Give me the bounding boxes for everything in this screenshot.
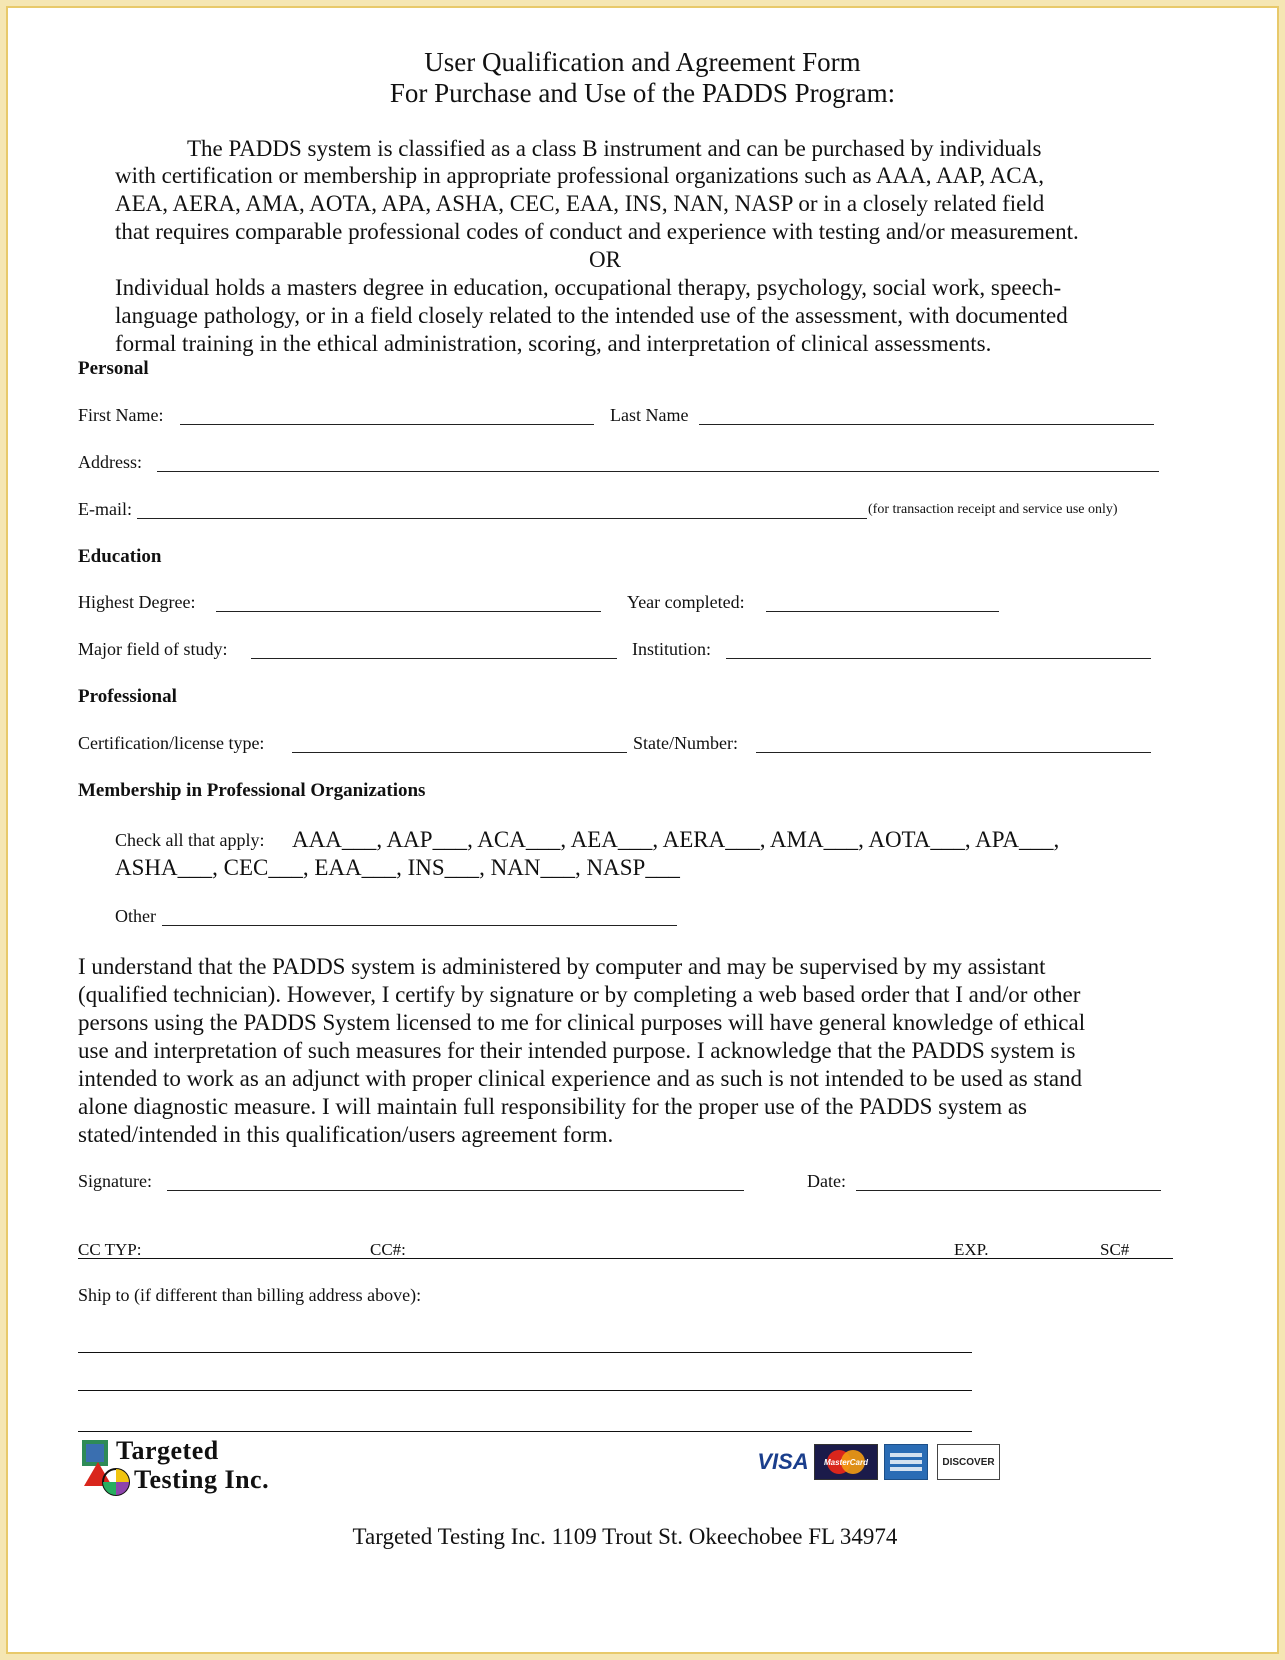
ship-to-line-2[interactable] [78,1390,972,1391]
intro-line-2: with certification or membership in appropriate professional organizations such as AAA, AAP, ACA, [115,163,1044,188]
state-number-label: State/Number: [633,733,738,753]
institution-field[interactable] [726,658,1151,659]
signature-label: Signature: [78,1171,152,1191]
mastercard-card-icon [814,1444,878,1480]
membership-heading: Membership in Professional Organizations [78,780,426,801]
visa-card-icon: VISA [757,1449,809,1474]
logo-text-line-2: Testing Inc. [134,1465,270,1494]
signature-field[interactable] [167,1190,744,1191]
education-heading: Education [78,546,162,567]
highest-degree-label: Highest Degree: [78,592,196,612]
other-field[interactable] [162,925,677,926]
institution-label: Institution: [632,639,712,659]
agreement-line-2: (qualified technician). However, I certify by signature or by completing a web based order that I and/or other [78,982,1081,1007]
highest-degree-field[interactable] [216,611,601,612]
exp-label: EXP. [954,1240,989,1259]
logo-text-line-1: Targeted [116,1436,219,1465]
intro-line-4: that requires comparable professional codes of conduct and experience with testing and/or measurement. [115,219,1079,244]
membership-checks-row-2[interactable]: ASHA___, CEC___, EAA___, INS___, NAN___, NASP___ [115,855,680,880]
mastercard-label: MasterCard [823,1457,868,1467]
american-express-card-icon [884,1444,928,1480]
intro-or: OR [589,247,621,272]
last-name-label: Last Name [610,405,689,425]
major-field-field[interactable] [251,658,617,659]
date-label: Date: [807,1171,846,1191]
first-name-field[interactable] [180,424,594,425]
intro-line-5: Individual holds a masters degree in education, occupational therapy, psychology, social work, speech- [115,275,1062,300]
form-title: User Qualification and Agreement Form [424,47,861,77]
agreement-line-6: alone diagnostic measure. I will maintain full responsibility for the proper use of the PADDS system as [78,1094,1028,1119]
personal-heading: Personal [78,358,149,379]
ship-to-label: Ship to (if different than billing address above): [78,1285,422,1305]
address-field[interactable] [157,471,1159,472]
email-label: E-mail: [78,499,132,519]
email-note: (for transaction receipt and service use only) [868,502,1118,517]
professional-heading: Professional [78,686,177,707]
intro-line-1: The PADDS system is classified as a class B instrument and can be purchased by individuals [187,136,1042,161]
last-name-field[interactable] [699,424,1154,425]
cc-number-label: CC#: [370,1240,406,1259]
intro-line-6: language pathology, or in a field closely related to the intended use of the assessment, with documented [115,303,1068,328]
first-name-label: First Name: [78,405,164,425]
sc-label: SC# [1100,1240,1130,1259]
agreement-line-3: persons using the PADDS System licensed to me for clinical purposes will have general knowledge of ethical [78,1010,1086,1035]
email-field[interactable] [137,518,867,519]
intro-line-7: formal training in the ethical administration, scoring, and interpretation of clinical assessments. [115,331,992,356]
year-completed-field[interactable] [766,611,999,612]
date-field[interactable] [856,1190,1161,1191]
intro-line-3: AEA, AERA, AMA, AOTA, APA, ASHA, CEC, EAA, INS, NAN, NASP or in a closely related field [115,191,1045,216]
agreement-line-7: stated/intended in this qualification/users agreement form. [78,1122,614,1147]
ship-to-line-3[interactable] [78,1431,972,1432]
other-label: Other [115,906,156,926]
major-field-label: Major field of study: [78,639,228,659]
membership-checks-row-1[interactable]: AAA___, AAP___, ACA___, AEA___, AERA___, AMA___, AOTA___, APA___, [292,827,1060,852]
ship-to-line-1[interactable] [78,1352,972,1353]
address-label: Address: [78,452,142,472]
payment-field-line[interactable] [78,1258,1173,1259]
agreement-line-4: use and interpretation of such measures for their intended purpose. I acknowledge that the PADDS system is [78,1038,1076,1063]
cc-type-label: CC TYP: [78,1240,142,1259]
form-subtitle: For Purchase and Use of the PADDS Program: [389,78,896,108]
agreement-line-1: I understand that the PADDS system is administered by computer and may be supervised by my assistant [78,954,1046,979]
cert-type-field[interactable] [292,752,627,753]
cert-type-label: Certification/license type: [78,733,265,753]
discover-card-icon: DISCOVER [937,1444,1000,1480]
year-completed-label: Year completed: [627,592,745,612]
state-number-field[interactable] [756,752,1151,753]
agreement-line-5: intended to work as an adjunct with proper clinical experience and as such is not intended to be used as stand [78,1066,1083,1091]
check-all-label: Check all that apply: [115,830,265,850]
footer-address: Targeted Testing Inc. 1109 Trout St. Okeechobee FL 34974 [352,1524,898,1549]
